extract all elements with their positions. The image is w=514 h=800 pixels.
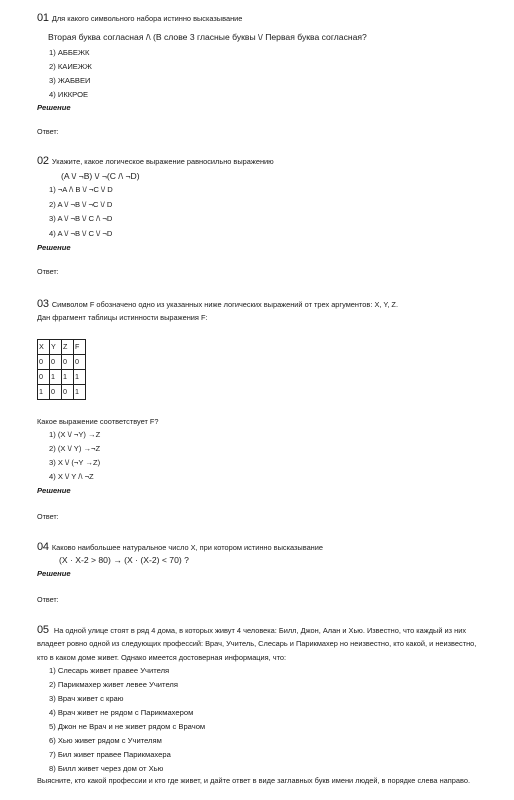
task-statement: Вторая буква согласная /\ (В слове 3 гласные буквы \/ Первая буква согласная? [48, 32, 367, 42]
task-question: Символом F обозначено одно из указанных ниже логических выражений от трех аргументов: X, Y, Z. [51, 300, 398, 309]
solution-label: Решение [37, 486, 71, 495]
option-2: 2) A \/ ¬B \/ ¬C \/ D [49, 200, 113, 209]
task-header [37, 12, 494, 25]
truth-table-cell: 0 [38, 355, 50, 370]
task-number: 04 [37, 541, 49, 553]
task-02 [37, 155, 494, 276]
option-1: 1) АББЕЖК [49, 48, 90, 57]
task-question: Для какого символьного набора истинно высказывание [51, 14, 243, 23]
option-3: 3) Врач живет с краю [49, 694, 124, 703]
task-question-3: Какое выражение соответствует F? [37, 417, 159, 426]
option-1: 1) ¬A /\ B \/ ¬C \/ D [49, 185, 113, 194]
option-2: 2) КАИЕЖЖ [49, 62, 92, 71]
option-3: 3) ЖАБВЕИ [49, 76, 91, 85]
task-question [37, 624, 477, 664]
truth-table-cell: 1 [74, 385, 86, 400]
truth-table-header [38, 340, 86, 355]
option-2: 2) (X \/ Y) →¬Z [49, 444, 101, 453]
option-3: 3) X \/ (¬Y →Z) [49, 458, 101, 467]
task-number: 05 [37, 624, 49, 636]
option-1: 1) (X \/ ¬Y) →Z [49, 430, 101, 439]
truth-table-header-cell: F [74, 340, 86, 355]
task-question-text: На одной улице стоят в ряд 4 дома, в которых живут 4 человека: Билл, Джон, Алан и Хью. Известно, что каждый из них владеет ровно одной из следующих профессий: Врач, Учитель, Слесарь и Парикмахер но неизвестно, кто какой, и неизвестно, кто в каком доме живет. Однако имеется достоверная информация, что: [37, 626, 477, 662]
option-1: 1) Слесарь живет правее Учителя [49, 666, 170, 675]
truth-table-cell: 0 [38, 370, 50, 385]
answer-label: Ответ: [37, 595, 59, 604]
option-4: 4) A \/ ¬B \/ C \/ ¬D [49, 229, 113, 238]
option-5: 5) Джон не Врач и не живет рядом с Врачом [49, 722, 206, 731]
truth-table-cell: 0 [62, 385, 74, 400]
task-number: 01 [37, 12, 49, 24]
option-4: 4) X \/ Y /\ ¬Z [49, 472, 94, 481]
option-4: 4) Врач живет не рядом с Парикмахером [49, 708, 194, 717]
task-04 [37, 541, 494, 604]
solution-label: Решение [37, 243, 71, 252]
truth-table-cell: 0 [50, 355, 62, 370]
option-6: 6) Хью живет рядом с Учителям [49, 736, 162, 745]
task-question-2: Дан фрагмент таблицы истинности выражения F: [37, 313, 208, 322]
truth-table-cell: 1 [74, 370, 86, 385]
answer-label: Ответ: [37, 267, 59, 276]
truth-table-header-cell: Y [50, 340, 62, 355]
task-number: 03 [37, 298, 49, 310]
answer-label: Ответ: [37, 127, 59, 136]
truth-table-cell: 0 [62, 355, 74, 370]
truth-table-cell: 1 [62, 370, 74, 385]
task-header [37, 298, 494, 311]
answer-label: Ответ: [37, 512, 59, 521]
option-7: 7) Бил живет правее Парикмахера [49, 750, 171, 759]
task-closing: Выясните, кто какой профессии и кто где живет, и дайте ответ в виде заглавных букв имени людей, в порядке слева направо. [37, 776, 471, 785]
truth-table-row [38, 385, 86, 400]
option-3: 3) A \/ ¬B \/ C /\ ¬D [49, 214, 113, 223]
truth-table-cell: 1 [38, 385, 50, 400]
task-03 [37, 298, 494, 521]
truth-table-header-cell: X [38, 340, 50, 355]
option-2: 2) Парикмахер живет левее Учителя [49, 680, 178, 689]
solution-label: Решение [37, 103, 71, 112]
truth-table-cell: 0 [74, 355, 86, 370]
task-header [37, 541, 494, 554]
option-8: 8) Билл живет через дом от Хью [49, 764, 164, 773]
task-01 [37, 12, 494, 136]
truth-table-row [38, 355, 86, 370]
task-header [37, 155, 494, 168]
task-question: Укажите, какое логическое выражение равносильно выражению [51, 157, 274, 166]
truth-table-row [38, 370, 86, 385]
option-4: 4) ИККРОЕ [49, 90, 89, 99]
task-statement: (A \/ ¬B) \/ ¬(C /\ ¬D) [61, 171, 140, 181]
task-number: 02 [37, 155, 49, 167]
truth-table [37, 339, 86, 400]
task-question: Каково наибольшее натуральное число X, при котором истинно высказывание [51, 543, 323, 552]
truth-table-header-cell: Z [62, 340, 74, 355]
task-statement: (X · X-2 > 80) → (X · (X-2) < 70) ? [59, 555, 189, 565]
truth-table-cell: 1 [50, 370, 62, 385]
truth-table-cell: 0 [50, 385, 62, 400]
solution-label: Решение [37, 569, 71, 578]
